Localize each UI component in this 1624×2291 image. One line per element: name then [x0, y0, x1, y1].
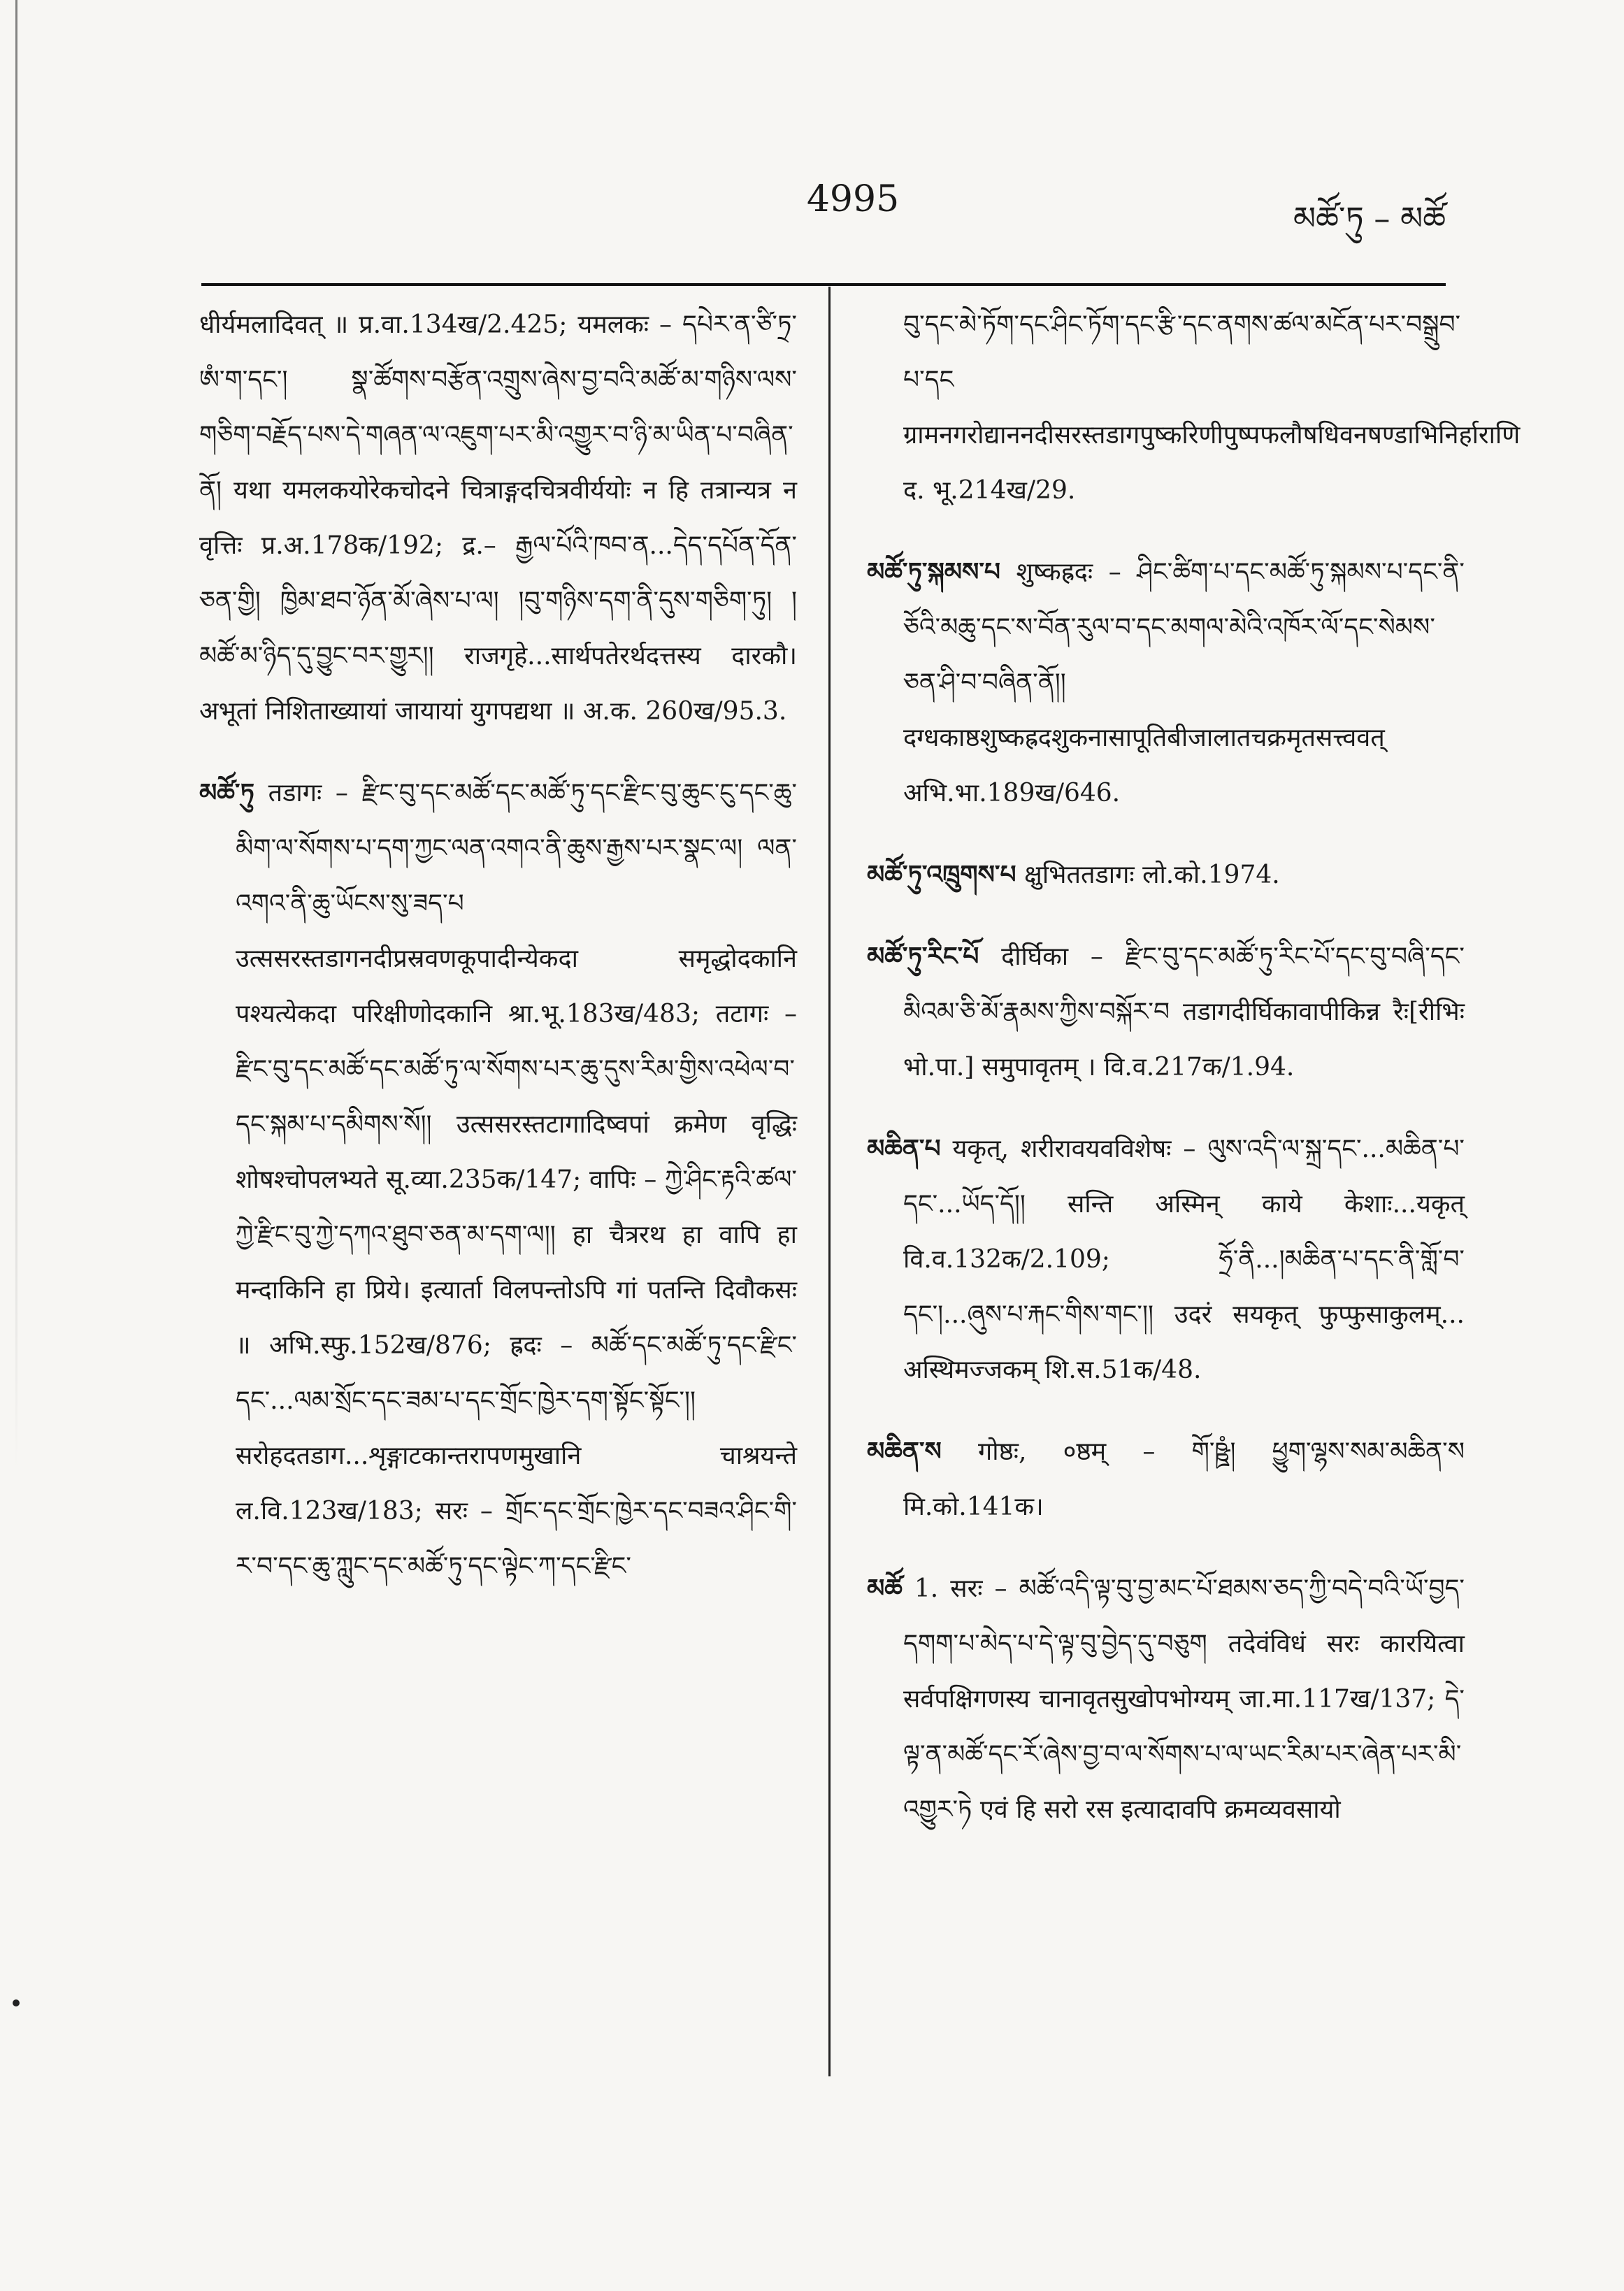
- entry-text: यकृत्, शरीरावयवविशेषः – ལུས་འདི་ལ་སྐྲ་དང་...མཆིན་པ་དང་...ཡོད་དོ།། सन्ति अस्मिन् काये केशाः...यकृत् वि.व.132क/2.109; ཧྲོ་ནི...།མཆིན་པ་དང་ནི་གློ་བ་དང་།...ཞུས་པ་རྐང་གིས་གང་།། उदरं सयकृत् फुप्फुसाकुलम्... अस्थिमज्जकम् शि.स.51क/48.: [903, 1135, 1465, 1384]
- headword: མཆིན་ས: [867, 1437, 942, 1466]
- headword: མཚོ་ཏུ: [199, 778, 254, 807]
- entry-body: [867, 1561, 1465, 1837]
- entry-body: [199, 297, 797, 739]
- headword: མཆིན་པ: [867, 1134, 941, 1163]
- headword: མཚོ: [867, 1574, 903, 1603]
- headword: མཚོ་ཏུ་འཁྲུགས་པ: [867, 860, 1016, 889]
- entry-body: [867, 929, 1465, 1095]
- scan-mark: [13, 1999, 20, 2006]
- entry: [867, 1424, 1465, 1535]
- entry: [199, 297, 797, 739]
- left-column: [199, 297, 797, 1621]
- entry-text: བུ་དང་མེ་ཏོག་དང་ཤིང་ཏོག་དང་རྩི་དང་ནགས་ཚལ་མངོན་པར་བསྒྲུབ་པ་དང ग्रामनगरोद्याननदीसरस्तडागपुष्करिणीपुष्पफलौषधिवनषण्डाभिनिर्हाराणि द. भू.214ख/29.: [903, 310, 1521, 505]
- entry-text: गोष्ठः, ०ष्ठम् – གོ་ཥྛཾ། ཕྱུག་ལྷས་སམ་མཆིན་ས मि.को.141क।: [903, 1437, 1465, 1521]
- page-number: 4995: [806, 178, 900, 220]
- entry-body: [867, 1121, 1465, 1398]
- headword: མཚོ་ཏུ་སྐམས་པ: [867, 557, 1000, 587]
- entry-text: तडागः – རྫིང་བུ་དང་མཚོ་དང་མཚོ་ཏུ་དང་རྫིང་བུ་ཆུང་ངུ་དང་ཆུ་མིག་ལ་སོགས་པ་དག་ཀྱང་ལན་འགའ་ནི་ཆུས་རྒྱས་པར་སྣང་ལ། ལན་འགའ་ནི་ཆུ་ཡོངས་སུ་ཟད་པ उत्ससरस्तडागनदीप्रस्रवणकूपादीन्येकदा समृद्धोदकानि पश्यत्येकदा परिक्षीणोदकानि श्रा.भू.183ख/483; तटागः – རྫིང་བུ་དང་མཚོ་དང་མཚོ་ཏུ་ལ་སོགས་པར་ཆུ་དུས་རིམ་གྱིས་འཕེལ་བ་དང་སྐམ་པ་དམིགས་སོ།། उत्ससरस्तटागादिष्वपां क्रमेण वृद्धिः शोषश्चोपलभ्यते सू.व्या.235क/147; वापिः – ཀྱེ་ཤིང་རྟའི་ཚལ་ཀྱེ་རྫིང་བུ་ཀྱེ་དཀའ་ཐུབ་ཅན་མ་དག་ལ།། हा चैत्ररथ हा वापि हा मन्दाकिनि हा प्रिये। इत्यार्ता विलपन्तोऽपि गां पतन्ति दिवौकसः ॥ अभि.स्फु.152ख/876; ह्रदः – མཚོ་དང་མཚོ་ཏུ་དང་རྫིང་དང་...ལམ་སྲོང་དང་ཟམ་པ་དང་གྲོང་ཁྱེར་དག་སྟོང་སྟོང་།། सरोहदतडाग...शृङ्गाटकान्तरापणमुखानि चाश्रयन्ते ल.वि.123ख/183; सरः – གྲོང་དང་གྲོང་ཁྱེར་དང་བཟའ་ཤིང་གི་ར་བ་དང་ཆུ་ཀླུང་དང་མཚོ་ཏུ་དང་ལྟེང་ཀ་དང་རྫིང་: [236, 779, 797, 1581]
- entry: [867, 1121, 1465, 1398]
- entry-body: [867, 847, 1465, 903]
- entry-body: [867, 545, 1465, 821]
- entry: [867, 545, 1465, 821]
- entry: [867, 297, 1521, 518]
- top-rule: [201, 283, 1446, 286]
- entry-body: [867, 297, 1521, 518]
- headword: མཚོ་ཏུ་རིང་པོ: [867, 942, 979, 971]
- entry: [867, 847, 1465, 903]
- entry-body: [867, 1424, 1465, 1535]
- entry-text: क्षुभिततडागः लो.को.1974.: [1024, 861, 1280, 889]
- entry-body: [199, 766, 797, 1594]
- entry: [867, 929, 1465, 1095]
- entry-text: 1. सरः – མཚོ་འདི་ལྟ་བུ་བྱ་མང་པོ་ཐམས་ཅད་ཀྱི་བདེ་བའི་ཡོ་བྱད་དགག་པ་མེད་པ་དེ་ལྟ་བུ་བྱེད་དུ་བཅུག तदेवंविधं सरः कारयित्वा सर्वपक्षिगणस्य चानावृतसुखोपभोग्यम् जा.मा.117ख/137; དེ་ལྟ་ན་མཚོ་དང་རོ་ཞེས་བྱ་བ་ལ་སོགས་པ་ལ་ཡང་རིམ་པར་ཞེན་པར་མི་འགྱུར་ཏེ एवं हि सरो रस इत्यादावपि क्रमव्यवसायो: [903, 1574, 1465, 1824]
- right-column: [867, 297, 1521, 1864]
- column-divider: [828, 287, 831, 2076]
- entry-text: शुष्कह्रदः – ཤིང་ཚིག་པ་དང་མཚོ་ཏུ་སྐམས་པ་དང་ནི་ཅོའི་མཆུ་དང་ས་བོན་རུལ་བ་དང་མགལ་མེའི་འཁོར་ལོ་དང་སེམས་ཅན་ཤི་བ་བཞིན་ནོ།། दग्धकाष्ठशुष्कह्रदशुकनासापूतिबीजालातचक्रमृतसत्त्ववत् अभि.भा.189ख/646.: [903, 558, 1465, 807]
- entry-text: दीर्घिका – རྫིང་བུ་དང་མཚོ་ཏུ་རིང་པོ་དང་བུ་བཞི་དང་མིའམ་ཅི་མོ་རྣམས་ཀྱིས་བསྐོར་བ तडागदीर्घिकावापीकिन्न रैः[रीभिः भो.पा.] समुपावृतम् । वि.व.217क/1.94.: [903, 942, 1465, 1082]
- scan-edge-left: [15, 0, 17, 1468]
- running-head: མཚོ་ཏུ – མཚོ: [1293, 199, 1446, 237]
- entry: [199, 766, 797, 1594]
- entry: [867, 1561, 1465, 1837]
- entry-text: धीर्यमलादिवत् ॥ प्र.वा.134ख/2.425; यमलकः – དཔེར་ན་ཙི་ཏྲ་ཨཾ་ག་དང་། སྣ་ཚོགས་བརྩོན་འགྲུས་ཞེས་བྱ་བའི་མཚོ་མ་གཉིས་ལས་གཅིག་བརྗོད་པས་དེ་གཞན་ལ་འཇུག་པར་མི་འགྱུར་བ་ཉི་མ་ཡིན་པ་བཞིན་ནོ། यथा यमलकयोरेकचोदने चित्राङ्गदचित्रवीर्ययोः न हि तत्रान्यत्र न वृत्तिः प्र.अ.178क/192; द्र.– རྒྱལ་པོའི་ཁབ་ན...དེད་དཔོན་དོན་ཅན་གྱི། ཁྱིམ་ཐབ་ཉོན་མོ་ཞེས་པ་ལ། །བུ་གཉིས་དག་ནི་དུས་གཅིག་ཏུ། །མཚོ་མ་ཉིད་དུ་བྱུང་བར་གྱུར།། राजगृहे...सार्थपतेरर्थदत्तस्य दारकौ। अभूतां निशिताख्यायां जायायां युगपद्यथा ॥ अ.क. 260ख/95.3.: [199, 310, 797, 726]
